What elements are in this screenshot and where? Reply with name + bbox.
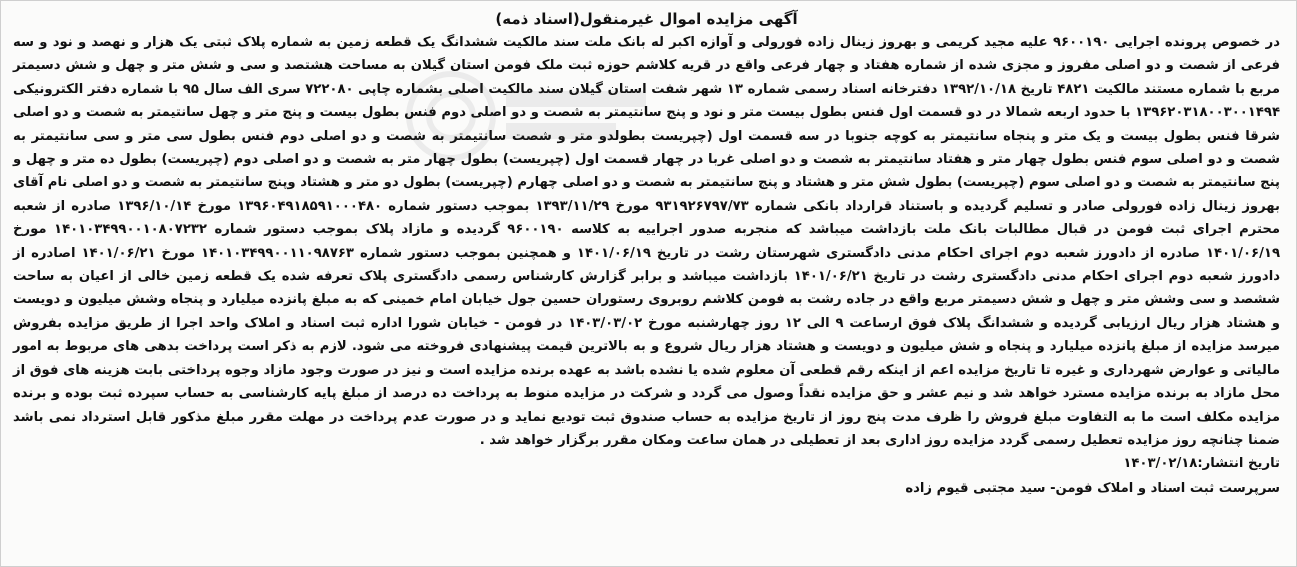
notice-title: آگهی مزایده اموال غیرمنقول(اسناد ذمه) — [495, 10, 798, 28]
signature: سرپرست ثبت اسناد و املاک فومن- سید مجتبی قیوم زاده — [905, 481, 1280, 497]
publication-date: تاریخ انتشار:۱۴۰۳/۰۲/۱۸ — [1123, 456, 1280, 472]
notice-body: در خصوص پرونده اجرایی ۹۶۰۰۱۹۰ علیه مجید کریمی و بهروز زینال زاده فورولی و آوازه اکبر له بانک ملت سند مالکیت ششدانگ یک قطعه زمین به شماره پلاک ثبتی یک هزار و نهصد و نود و سه فرعی از شصت و دو اصلی مفروز و مجزی شده از شماره هفتاد و چهار فرعی واقع در قریه کلاشم حوزه ثبت ملک فومن استان گیلان به مساحت هشتصد و سی و شش متر و چهل و شش دسیمتر مربع با شماره مستند مالکیت ۴۸۲۱ تاریخ ۱۳۹۲/۱۰/۱۸ دفترخانه اسناد رسمی شماره ۱۳ شهر شفت استان گیلان سند مالکیت اصلی بشماره چاپی ۷۲۲۰۸۰ سری الف سال ۹۵ با شماره دفتر الکترونیکی ۱۳۹۶۲۰۳۱۸۰۰۳۰۰۱۴۹۴ با حدود اربعه شمالا در دو قسمت اول فنس بطول بیست متر و نود و پنج سانتیمتر به شصت و دو اصلی دوم فنس بطول بیست و پنج متر و چهل سانتیمتر به شصت و دو اصلی شرقا فنس بطول بیست و یک متر و پنجاه سانتیمتر به کوچه جنوبا در سه قسمت اول (چپریست بطولدو متر و شصت سانتیمتر به شصت و دو اصلی دوم فنس بطول سی متر و سی سانتیمتر به شصت و دو اصلی سوم فنس بطول چهار متر و هفتاد سانتیمتر به شصت و دو اصلی غربا در چهار قسمت اول (چپریست) بطول چهار متر به شصت و دو اصلی دوم (چپریست) بطول ده متر و چهل و پنج سانتیمتر به شصت و دو اصلی سوم (چپریست) بطول شش متر و هشتاد و پنج سانتیمتر به شصت و دو اصلی چهارم (چپریست) بطول دو متر و هشتاد وپنج سانتیمتر به شصت و دو اصلی نام آقای بهروز زینال زاده فورولی صادر و تسلیم گردیده و باستناد قرارداد بانکی شماره ۹۳۱۹۲۶۷۹۷/۷۳ مورخ ۱۳۹۳/۱۱/۲۹ بموجب دستور شماره ۱۳۹۶۰۴۹۱۸۵۹۱۰۰۰۴۸۰ مورخ ۱۳۹۶/۱۰/۱۴ صادره از شعبه محترم اجرای ثبت فومن در قبال مطالبات بانک ملت بازداشت میباشد که منجربه صدور اجراییه به کلاسه ۹۶۰۰۱۹۰ گردیده و مازاد پلاک بموجب دستور شماره ۱۴۰۱۰۳۴۹۹۰۰۱۰۸۰۷۲۳۲ مورخ ۱۴۰۱/۰۶/۱۹ صادره از دادورز شعبه دوم اجرای احکام مدنی دادگستری شهرستان رشت در تاریخ ۱۴۰۱/۰۶/۱۹ و همچنین بموجب دستور شماره ۱۴۰۱۰۳۴۹۹۰۰۱۱۰۹۸۷۶۳ مورخ ۱۴۰۱/۰۶/۲۱ اصادره از دادورز شعبه دوم اجرای احکام مدنی دادگستری رشت در تاریخ ۱۴۰۱/۰۶/۲۱ بازداشت میباشد و برابر گزارش کارشناس رسمی دادگستری پلاک تعرفه شده یک قطعه زمین خالی از اعیان به ساحت ششصد و سی وشش متر و چهل و شش دسیمتر مربع واقع در جاده رشت به فومن کلاشم روبروی رستوران حسین جول خیابان امام خمینی که به مبلغ پانزده میلیارد و پنجاه وشش میلیون و دویست و هشتاد هزار ریال ارزیابی گردیده و ششدانگ پلاک فوق ارساعت ۹ الی ۱۲ روز چهارشنبه مورخ ۱۴۰۳/۰۳/۰۲ در فومن - خیابان شورا اداره ثبت اسناد و املاک واحد اجرا از طریق مزایده بفروش میرسد مزایده از مبلغ پانزده میلیارد و پنجاه و شش میلیون و دویست و هشتاد هزار ریال شروع و به بالاترین قیمت پیشنهادی فروخته می شود. لازم به ذکر است پرداخت بدهی های مربوط به امور مالیاتی و عوارض شهرداری و غیره تا تاریخ مزایده اعم از اینکه رقم قطعی آن معلوم شده یا نشده باشد به عهده برنده مزایده است و نیز در صورت وجود مازاد وجوه پرداختی بابت هزینه های فوق از محل مازاد به برنده مزایده مسترد خواهد شد و نیم عشر و حق مزایده نقداً وصول می گردد و شرکت در مزایده منوط به پرداخت ده درصد از مبلغ پایه کارشناسی به حساب سپرده ثبت بوده و برنده مزایده مکلف است ما به التفاوت مبلغ فروش را ظرف مدت پنج روز از تاریخ مزایده به حساب صندوق ثبت تودیع نماید و در صورت عدم پرداخت در مهلت مقرر مبلغ مذکور قابل استرداد نمی باشد ضمنا چنانچه روز مزایده تعطیل رسمی گردد مزایده روز اداری بعد از تعطیلی در همان ساعت ومکان مقرر برگزار خواهد شد . — [13, 35, 1281, 448]
